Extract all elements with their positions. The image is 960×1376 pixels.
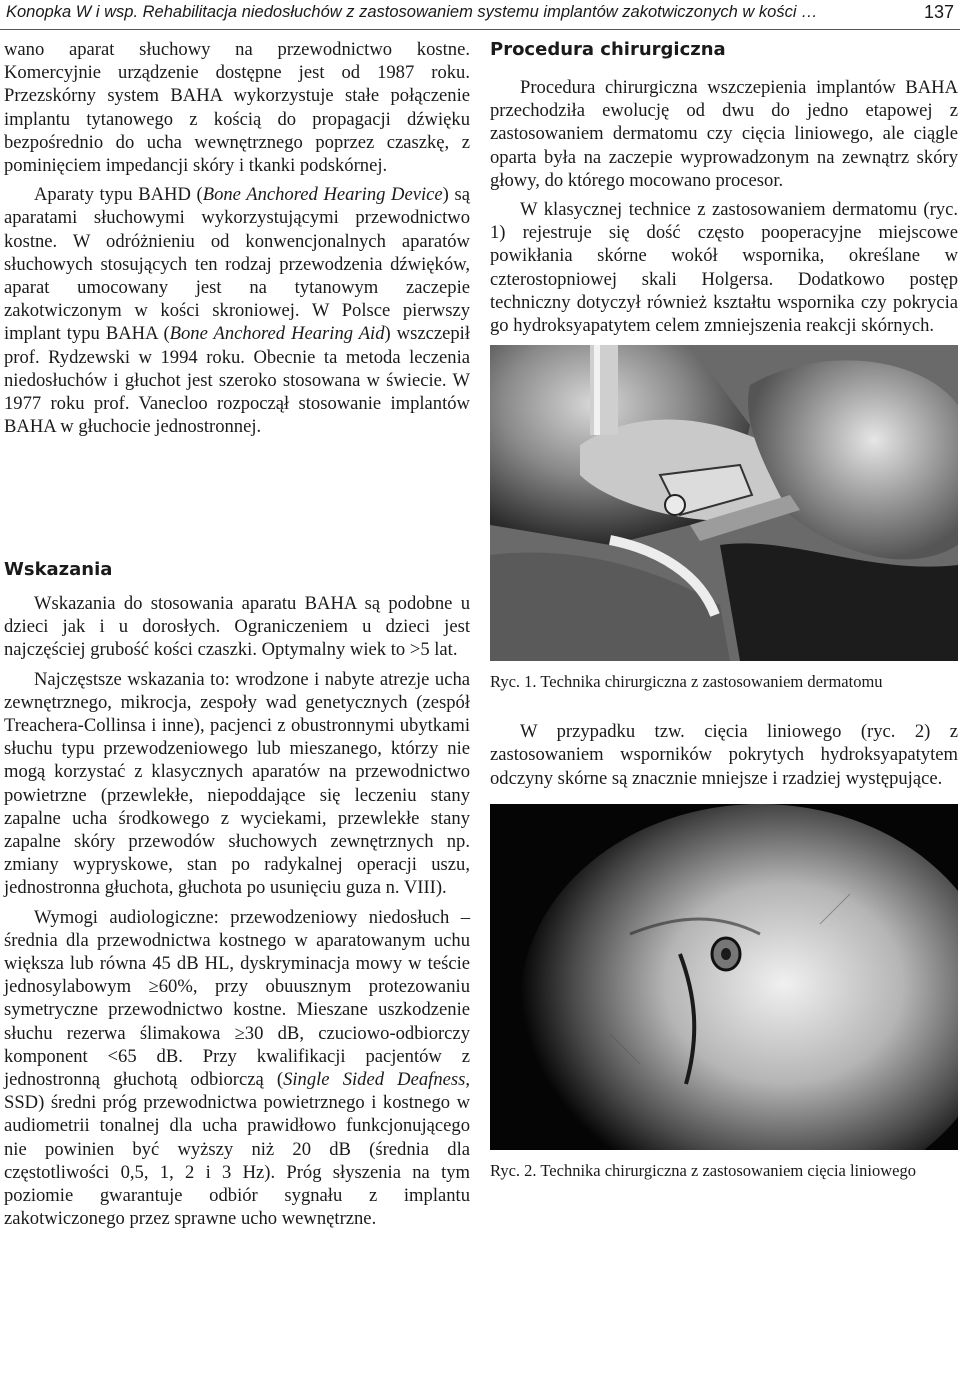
paragraph-baha-system: wano aparat słuchowy na przewodnictwo kostne. Komercyjnie urządzenie dostępne jest od 1987 roku. Przezskórny system BAHA wykorzystuje stałe połączenie implantu tytanowego z kością do propagacji dźwięku bezpośrednio do ucha wewnętrznego poprzez czaszkę, z pominięciem impedancji skóry i tkanki podskórnej. <box>4 39 470 177</box>
page-number: 137 <box>923 2 954 22</box>
header-rule <box>0 29 960 30</box>
paragraph-procedura-evolution: Procedura chirurgiczna wszczepienia implantów BAHA przechodziła ewolucję od dwu do jedno etapowej z zastosowaniem dermatomu czy cięcia liniowego, ale ciągle oparta była na zaczepie wyprowadzonym na zewnątrz skóry głowy, do którego mocowano procesor. <box>490 77 958 191</box>
running-header <box>0 0 960 28</box>
paragraph-bahd: Aparaty typu BAHD (Bone Anchored Hearing Device) są aparatami słuchowymi wykorzystującymi przewodnictwo kostne. W odróżnieniu od konwencjonalnych aparatów słuchowych stosujących ten rodzaj przewodzenia dźwięków, aparat umocowany jest na tytanowym zaczepie zakotwiczonym w kości skroniowej. W Polsce pierwszy implant typu BAHA (Bone Anchored Hearing Aid) wszczepił prof. Rydzewski w 1994 roku. Obecnie ta metoda leczenia niedosłuchów i głuchot jest szeroko stosowana w świecie. W 1977 roku prof. Vanecloo rozpoczął stosowanie implantów BAHA w głuchocie jednostronnej. <box>4 184 470 438</box>
paragraph-wskazania-list: Najczęstsze wskazania to: wrodzone i nabyte atrezje ucha zewnętrznego, mikrocja, zespoły wad genetycznych (zespół Treachera-Collinsa i inne), pacjenci z obustronnymi ubytkami słuchu typu przewodzeniowego lub mieszanego, którzy nie mogą korzystać z klasycznych aparatów na przewodnictwo powietrzne (przewlekłe, niepoddające się leczeniu stany zapalne ucha środkowego z wyciekami, przewlekłe stany zapalne skóry przewodów słuchowych zewnętrznych np. zmiany wypryskowe, stan po radykalnej operacji uszu, jednostronna głuchota, głuchota po usunięciu guza n. VIII). <box>4 668 470 899</box>
figure-1-caption: Ryc. 1. Technika chirurgiczna z zastosowaniem dermatomu <box>490 672 883 692</box>
heading-wskazania: Wskazania <box>4 559 113 580</box>
paragraph-linear-incision: W przypadku tzw. cięcia liniowego (ryc. 2) z zastosowaniem wsporników pokrytych hydroksyapatytem odczyny skórne są znacznie mniejsze i rzadziej występujące. <box>490 721 958 789</box>
heading-procedura: Procedura chirurgiczna <box>490 39 726 60</box>
paragraph-audiologic: Wymogi audiologiczne: przewodzeniowy niedosłuch – średnia dla przewodnictwa kostnego w aparatowanym uchu większa lub równa 45 dB HL, dyskryminacja mowy w teście jednosylabowym ≥60%, przy obuusznym protezowaniu symetryczne przewodnictwo kostne. Mieszane uszkodzenie słuchu rezerwa ślimakowa ≥30 dB, czuciowo-odbiorczy komponent <65 dB. Przy kwalifikacji pacjentów z jednostronną głuchotą odbiorczą (Single Sided Deafness, SSD) średni próg przewodnictwa powietrznego i kostnego w audiometrii tonalnej dla ucha prawidłowo funkcjonującego nie powinien być wyższy niż 20 dB (średnia dla częstotliwości 0,5, 1, 2 i 3 Hz). Próg słyszenia na tym poziomie gwarantuje odbiór sygnału z implantu zakotwiczonego przez sprawne ucho wewnętrzne. <box>4 906 470 1230</box>
figure-2-scalp-photo <box>490 804 958 1150</box>
paragraph-dermatome: W klasycznej technice z zastosowaniem dermatomu (ryc. 1) rejestruje się dość często pooperacyjne miejscowe powikłania skórne wokół wspornika, określane w czterostopniowej skali Holgersa. Dodatkowo postęp techniczny dotyczył również kształtu wspornika czy pokrycia go hydroksyapatytem celem zmniejszenia reakcji skórnych. <box>490 199 958 337</box>
paragraph-wskazania-age: Wskazania do stosowania aparatu BAHA są podobne u dzieci jak i u dorosłych. Ograniczeniem u dzieci jest najczęściej grubość kości czaszki. Optymalny wiek to >5 lat. <box>4 593 470 661</box>
left-column <box>4 38 470 444</box>
scalp-photo-illustration <box>490 804 958 1150</box>
running-title: Konopka W i wsp. Rehabilitacja niedosłuchów z zastosowaniem systemu implantów zakotwiczonych w kości … <box>6 3 818 21</box>
right-column <box>490 38 958 1209</box>
left-column-lower <box>4 592 470 1236</box>
figure-1-surgery-photo <box>490 345 958 661</box>
surgery-photo-illustration <box>490 345 958 661</box>
figure-2-caption: Ryc. 2. Technika chirurgiczna z zastosowaniem cięcia liniowego <box>490 1160 916 1180</box>
